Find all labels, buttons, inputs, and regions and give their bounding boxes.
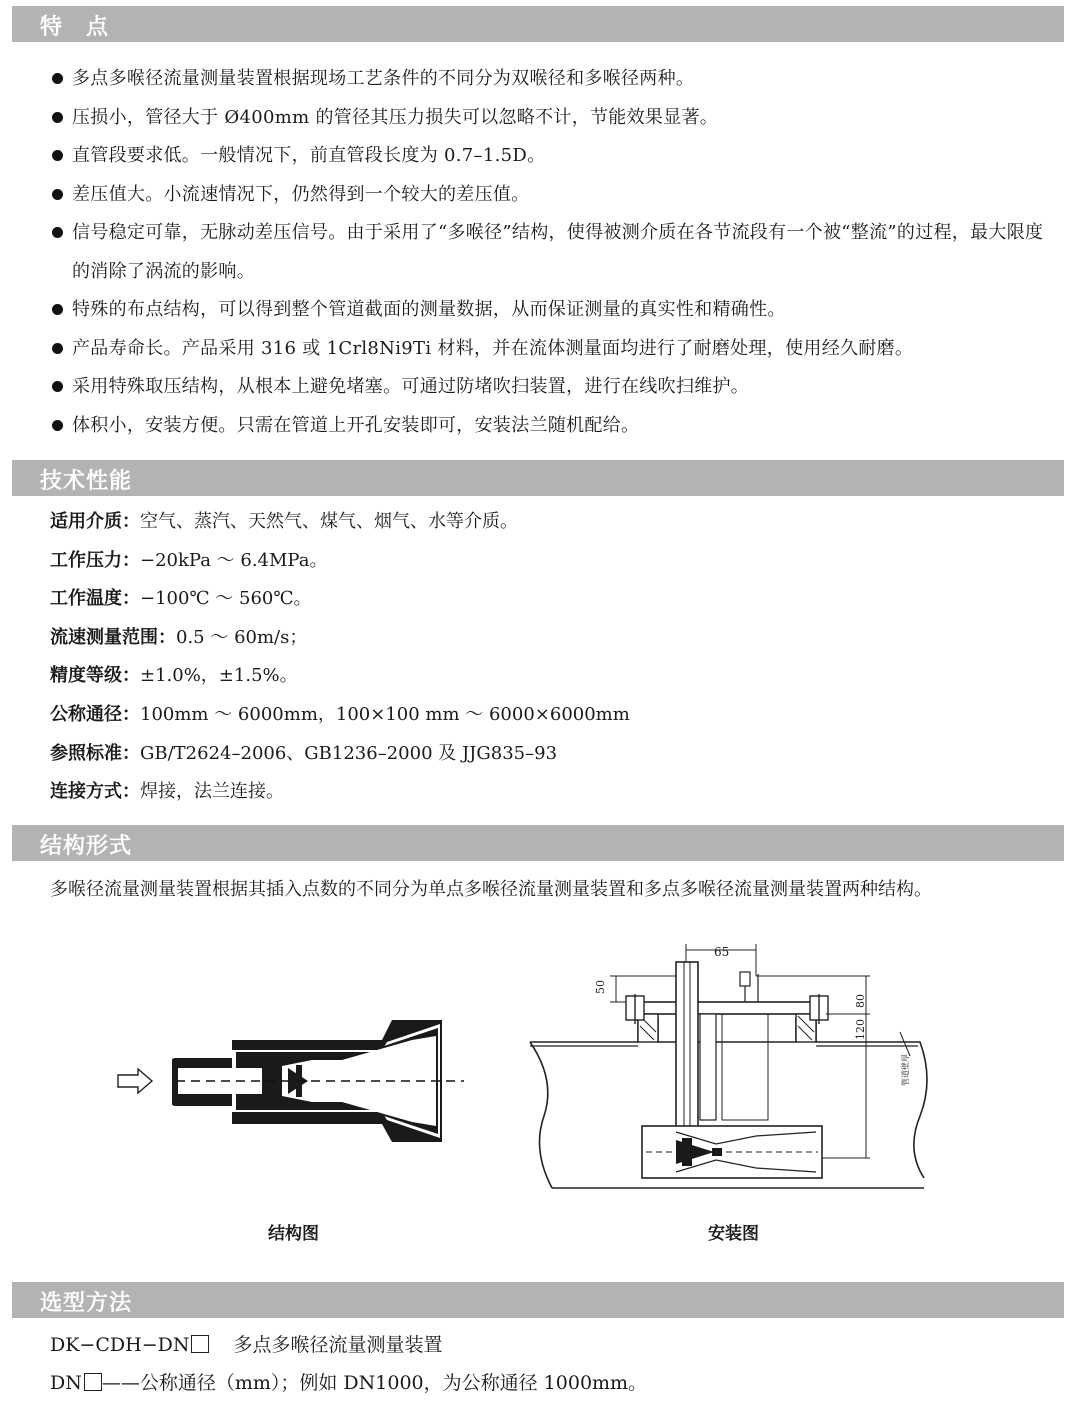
dim-50-label: 50: [594, 980, 607, 994]
structure-diagram: [112, 1020, 472, 1150]
spec-row: 精度等级：±1.0%，±1.5%。: [50, 665, 298, 687]
placeholder-box: [191, 1335, 209, 1353]
spec-row: 适用介质：空气、蒸汽、天然气、煤气、烟气、水等介质。: [50, 511, 518, 532]
installation-diagram: [526, 940, 946, 1202]
dim-80-label: 80: [854, 994, 867, 1008]
model-description: 多点多喉径流量测量装置: [233, 1334, 443, 1356]
spec-row: 工作压力：−20kPa ～ 6.4MPa。: [50, 549, 328, 571]
spec-row: 流速测量范围：0.5 ～ 60m/s；: [50, 626, 308, 648]
dn-prefix: DN: [50, 1372, 82, 1394]
list-item: 多点多喉径流量测量装置根据现场工艺条件的不同分为双喉径和多喉径两种。: [48, 60, 1064, 99]
spec-list: [50, 503, 1050, 812]
spec-row: 工作温度：−100℃ ～ 560℃。: [50, 588, 312, 610]
section-title: 选型方法: [40, 1291, 133, 1316]
section-title: 技术性能: [40, 469, 133, 494]
structure-description: 多喉径流量测量装置根据其插入点数的不同分为单点多喉径流量测量装置和多点多喉径流量测量装置两种结构。: [50, 879, 932, 900]
spec-row: 参照标准：GB/T2624–2006、GB1236–2000 及 JJG835–93: [50, 742, 558, 764]
dim-65-label: 65: [714, 945, 730, 959]
dn-description: ——公称通径（mm）；例如 DN1000，为公称通径 1000mm。: [101, 1372, 648, 1394]
structure-caption: 结构图: [268, 1224, 319, 1244]
feature-list: [48, 60, 1064, 445]
section-header-features: [12, 6, 1064, 42]
install-caption: 安装图: [708, 1224, 759, 1244]
list-item: 采用特殊取压结构，从根本上避免堵塞。可通过防堵吹扫装置，进行在线吹扫维护。: [48, 368, 1064, 407]
list-item: 压损小，管径大于 Ø400mm 的管径其压力损失可以忽略不计，节能效果显著。: [48, 99, 1064, 138]
section-title: 结构形式: [40, 834, 133, 859]
spec-row: 公称通径：100mm ～ 6000mm，100×100 mm ～ 6000×6000mm: [50, 703, 630, 725]
spec-row: 连接方式：焊接，法兰连接。: [50, 781, 284, 803]
list-item: 差压值大。小流速情况下，仍然得到一个较大的差压值。: [48, 176, 1064, 215]
section-header-selection: [12, 1282, 1064, 1318]
list-item: 直管段要求低。一般情况下，前直管段长度为 0.7–1.5D。: [48, 137, 1064, 176]
dn-description-line: [50, 1368, 647, 1395]
section-header-specs: [12, 460, 1064, 496]
placeholder-box: [84, 1373, 102, 1391]
list-item: 特殊的布点结构，可以得到整个管道截面的测量数据，从而保证测量的真实性和精确性。: [48, 291, 1064, 330]
wall-thickness-label: 管道壁厚: [901, 1054, 910, 1086]
list-item: 体积小，安装方便。只需在管道上开孔安装即可，安装法兰随机配给。: [48, 407, 1064, 446]
section-header-structure: [12, 825, 1064, 861]
model-code: DK−CDH−DN: [50, 1334, 190, 1356]
list-item: 产品寿命长。产品采用 316 或 1Crl8Ni9Ti 材料，并在流体测量面均进行了耐磨处理，使用经久耐磨。: [48, 330, 1064, 369]
list-item: 信号稳定可靠，无脉动差压信号。由于采用了“多喉径”结构，使得被测介质在各节流段有一个被“整流”的过程，最大限度的消除了涡流的影响。: [48, 214, 1064, 291]
section-title: 特 点: [40, 15, 110, 40]
model-code-line: [50, 1330, 443, 1357]
dim-120-label: 120: [854, 1019, 867, 1040]
